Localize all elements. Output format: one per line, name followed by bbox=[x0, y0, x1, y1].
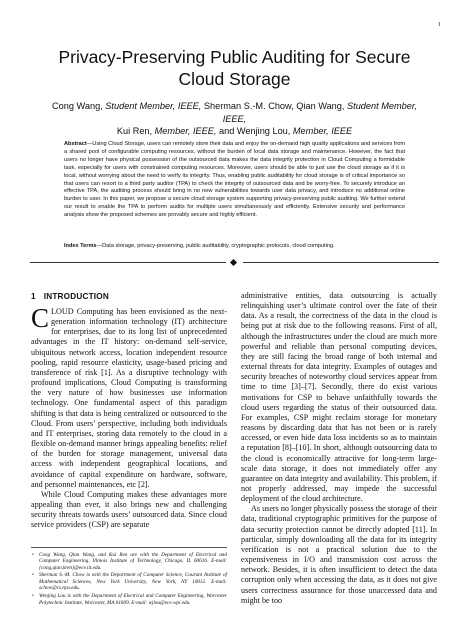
abstract-text: —Using Cloud Storage, users can remotely store their data and enjoy the on-demand high quality applications and services from a shared pool of configurable computing resources, without the burden of local data storage and maintenance. However, the fact that users no longer have physical possession of the outsourced data makes the data integrity protection in Cloud Computing a formidable task, especially for users with constrained computing resources. Moreover, users should be able to just use the cloud storage as if it is local, without worrying about the need to verify its integrity. Thus, enabling public auditability for cloud storage is of critical importance so that users can resort to a third party auditor (TPA) to check the integrity of outsourced data and be worry-free. To securely introduce an effective TPA, the auditing process should bring in no new vulnerabilities towards user data privacy, and introduce no additional online burden to user. In this paper, we propose a secure cloud storage system supporting privacy-preserving public auditing. We further extend our result to enable the TPA to perform audits for multiple users simultaneously and efficiently. Extensive security and performance analysis show the proposed schemes are provably secure and highly efficient. bbox=[64, 141, 405, 219]
drop-cap: C bbox=[31, 303, 50, 333]
abstract bbox=[64, 141, 405, 220]
right-paragraph-1: administrative entities, data outsourcing is actually relinquishing user’s ultimate control over the fate of their data. As a result, the correctness of the data in the cloud is being put at risk due to the following reasons. First of all, although the infrastructures under the cloud are much more powerful and reliable than personal computing devices, they are still facing the broad range of both internal and external threats for data integrity. Examples of outages and security breaches of noteworthy cloud services appear from time to time [3]–[7]. Secondly, there do exist various motivations for CSP to behave unfaithfully towards the cloud users regarding the status of their outsourced data. For examples, CSP might reclaim storage for monetary reasons by discarding data that has not been or is rarely accessed, or even hide data loss incidents so as to maintain a reputation [8]–[10]. In short, although outsourcing data to the cloud is economically attractive for long-term large-scale data storage, it does not immediately offer any guarantee on data integrity and availability. This problem, if not properly addressed, may impede the successful deployment of the cloud architecture. bbox=[241, 291, 437, 504]
divider-line-left bbox=[30, 262, 226, 263]
footnote-item: • Sherman S.-M. Chow is with the Department of Computer Science, Courant Institute of Mathematical Sciences, New York University, New York, NY 10012. E-mail: schow@cs.nyu.edu. bbox=[39, 572, 227, 592]
author-name: Qian Wang, bbox=[296, 101, 348, 111]
footnotes bbox=[31, 547, 227, 607]
divider-line-right bbox=[243, 262, 439, 263]
author-name: Cong Wang, bbox=[52, 101, 106, 111]
page-number: 1 bbox=[438, 22, 441, 28]
intro-paragraph-1 bbox=[31, 303, 227, 490]
index-terms bbox=[64, 243, 405, 251]
diamond-icon bbox=[230, 258, 237, 265]
left-column bbox=[31, 291, 227, 530]
index-terms-text: —Data storage, privacy-preserving, public auditability, cryptographic protocols, cloud computing. bbox=[96, 243, 335, 249]
right-column bbox=[241, 291, 437, 606]
author-list bbox=[40, 100, 429, 138]
author-affiliation: Member, IEEE bbox=[292, 126, 353, 136]
paper-title: Privacy-Preserving Public Auditing for Secure Cloud Storage bbox=[58, 47, 411, 89]
section-title: INTRODUCTION bbox=[43, 292, 109, 301]
section-number: 1 bbox=[31, 292, 36, 301]
author-name: and Wenjing Lou, bbox=[219, 126, 293, 136]
author-name: Sherman S.-M. Chow, bbox=[203, 101, 297, 111]
footnote-item: • Cong Wang, Qian Wang, and Kui Ren are with the Department of Electrical and Computer Engineering, Illinois Institute of Technology, Chicago, IL 60616. E-mail: {cong,qian,kren}@ece.iit.edu. bbox=[39, 552, 227, 572]
intro-paragraph-2: While Cloud Computing makes these advantages more appealing than ever, it also brings new and challenging security threats towards users’ outsourced data. Since cloud service providers (CSP) are separate bbox=[31, 489, 227, 530]
footnote-item: • Wenjing Lou is with the Department of Electrical and Computer Engineering, Worcester Polytechnic Institute, Worcester, MA 01609. E-mail: wjlou@ece.wpi.edu. bbox=[39, 593, 227, 606]
right-paragraph-2: As users no longer physically possess the storage of their data, traditional cryptographic primitives for the purpose of data security protection cannot be directly adopted [11]. In particular, simply downloading all the data for its integrity verification is not a practical solution due to the expensiveness in I/O and transmission cost across the network. Besides, it is often insufficient to detect the data corruption only when accessing the data, as it does not give users correctness assurance for those unaccessed data and might be too bbox=[241, 504, 437, 605]
section-divider bbox=[30, 259, 439, 267]
footnote-rule bbox=[31, 547, 227, 548]
index-terms-label: Index Terms bbox=[64, 243, 97, 249]
section-heading bbox=[31, 291, 227, 302]
footnote-list bbox=[31, 552, 227, 607]
author-affiliation: Student Member, IEEE, bbox=[105, 101, 204, 111]
abstract-label: Abstract bbox=[64, 141, 87, 147]
author-affiliation: Member, IEEE, bbox=[154, 126, 219, 136]
intro-paragraph-1-text: LOUD Computing has been envisioned as the next-generation information technology (IT) architecture for enterprises, due to its long list of unprecedented advantages in the IT history: on-demand self-service, ubiquitous network access, location independent resource pooling, rapid resource elasticity, usage-based pricing and transference of risk [1]. As a disruptive technology with profound implications, Cloud Computing is transforming the very nature of how businesses use information technology. One fundamental aspect of this paradigm shifting is that data is being centralized or outsourced to the Cloud. From users’ perspective, including both individuals and IT enterprises, storing data remotely to the cloud in a flexible on-demand manner brings appealing benefits: relief of the burden for storage management, universal data access with independent geographical locations, and avoidance of capital expenditure on hardware, software, and personnel maintenances, etc [2]. bbox=[31, 307, 227, 489]
author-name: Kui Ren, bbox=[116, 126, 155, 136]
author-affiliation: Student Member, IEEE, bbox=[222, 101, 417, 124]
